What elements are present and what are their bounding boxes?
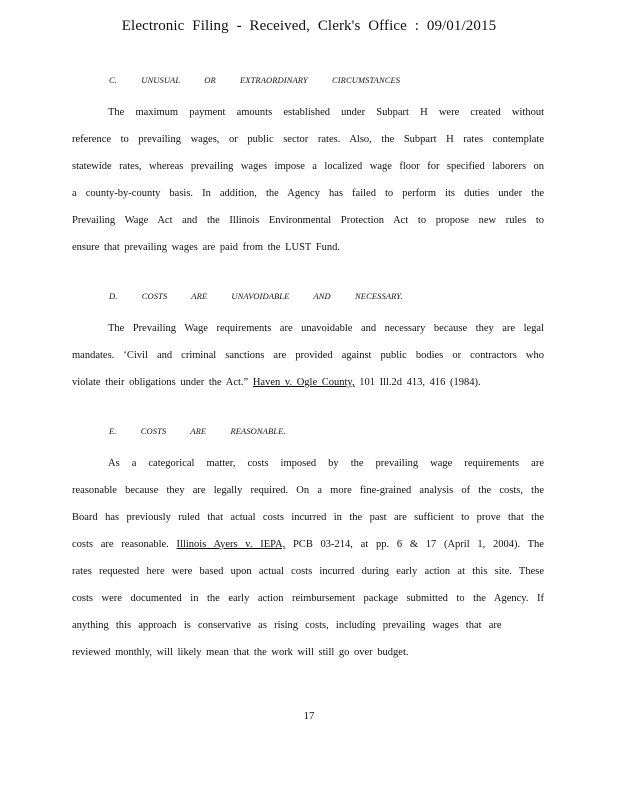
case-citation: Haven v. Ogle County, [252, 377, 355, 388]
text-line: reasonable because they are legally required. On a more fine-grained analysis of the costs, the [72, 485, 544, 496]
text-line: costs were documented in the early action reimbursement package submitted to the Agency. If [72, 593, 544, 604]
text-line: reference to prevailing wages, or public sector rates. Also, the Subpart H rates contemplate [72, 134, 544, 145]
citation-text: costs are reasonable. [72, 539, 177, 550]
text-line: rates requested here were based upon actual costs incurred during early action at this site. These [72, 566, 544, 577]
section-d [72, 290, 544, 396]
paragraph [72, 99, 544, 261]
citation-text: 101 Ill.2d 413, 416 (1984). [354, 377, 481, 388]
paragraph [72, 450, 544, 666]
citation-line [72, 369, 544, 396]
section-heading: C. UNUSUAL OR EXTRAORDINARY CIRCUMSTANCES [109, 75, 401, 85]
page-number: 17 [303, 710, 315, 722]
citation-text: violate their obligations under the Act.” [72, 377, 253, 388]
text-line: anything this approach is conservative as rising costs, including prevailing wages that are [72, 620, 502, 631]
section-heading: E. COSTS ARE REASONABLE. [109, 426, 286, 436]
text-line: statewide rates, whereas prevailing wages impose a localized wage floor for specified laborers on [72, 161, 544, 172]
text-line: The Prevailing Wage requirements are unavoidable and necessary because they are legal [108, 323, 544, 334]
text-line: As a categorical matter, costs imposed by the prevailing wage requirements are [108, 458, 544, 469]
text-line: reviewed monthly, will likely mean that the work will still go over budget. [72, 647, 409, 658]
section-c [72, 74, 544, 261]
section-heading: D. COSTS ARE UNAVOIDABLE AND NECESSARY. [109, 291, 403, 301]
case-citation: Illinois Ayers v. IEPA, [176, 539, 286, 550]
text-line: mandates. ‘Civil and criminal sanctions are provided against public bodies or contractors who [72, 350, 544, 361]
section-e [72, 425, 544, 666]
text-line: The maximum payment amounts established under Subpart H were created without [108, 107, 544, 118]
citation-line [72, 531, 544, 558]
citation-text: PCB 03-214, at pp. 6 & 17 (April 1, 2004). The [285, 539, 544, 550]
text-line: ensure that prevailing wages are paid from the LUST Fund. [72, 242, 340, 253]
text-line: Prevailing Wage Act and the Illinois Environmental Protection Act to propose new rules to [72, 215, 544, 226]
filing-header: Electronic Filing - Received, Clerk's Office : 09/01/2015 [121, 18, 497, 34]
text-line: a county-by-county basis. In addition, the Agency has failed to perform its duties under the [72, 188, 544, 199]
text-line: Board has previously ruled that actual costs incurred in the past are sufficient to prove that the [72, 512, 544, 523]
paragraph [72, 315, 544, 396]
